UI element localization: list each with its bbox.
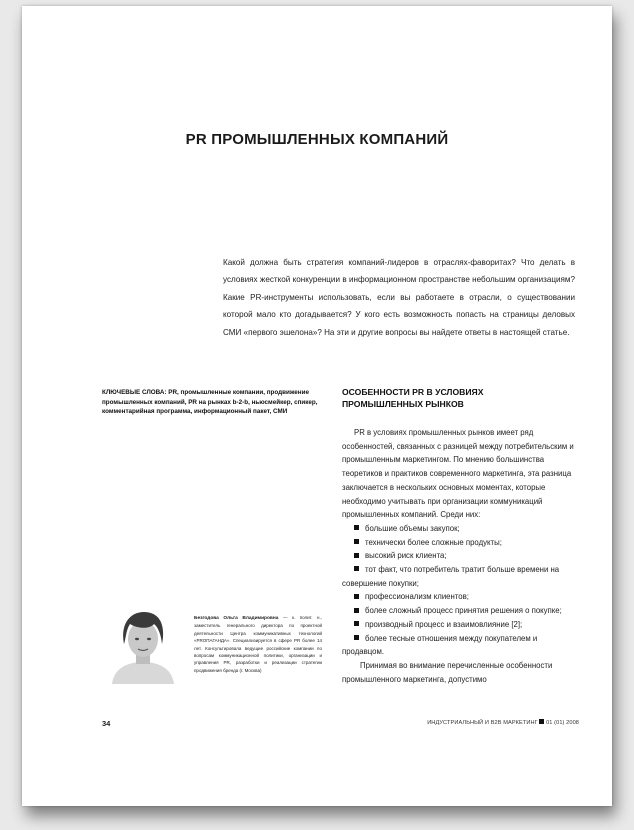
bullet-item: [342, 563, 577, 590]
square-bullet-icon: [354, 539, 359, 544]
bullet-text: высокий риск клиента;: [365, 551, 447, 561]
bullet-item: [342, 536, 577, 550]
section-intro: PR в условиях промышленных рынков имеет ряд особенностей, связанных с разницей между потребительским и промышленным маркетингом. По мнению большинства теоретиков и практиков современного маркетинга, эта разница заключается в нескольких основных моментах, которые необходимо учитывать при организации коммуникаций промышленных компаний. Среди них:: [342, 428, 574, 520]
bullet-text: технически более сложные продукты;: [365, 537, 502, 547]
bullet-item: [342, 590, 577, 604]
square-bullet-icon: [354, 525, 359, 530]
square-bullet-icon: [354, 553, 359, 558]
page-number: 34: [102, 719, 111, 728]
author-photo-image: [104, 606, 182, 684]
author-portrait: [104, 606, 182, 684]
square-bullet-icon: [354, 608, 359, 613]
bullet-text: тот факт, что потребитель тратит больше времени на совершение покупки;: [342, 565, 560, 588]
bullet-item: [342, 632, 577, 659]
square-bullet-icon: [539, 719, 544, 724]
author-bio: [194, 614, 322, 674]
body-column: [342, 426, 577, 686]
issue-number: 01 (01) 2008: [546, 720, 579, 726]
article-title: PR ПРОМЫШЛЕННЫХ КОМПАНИЙ: [185, 131, 449, 148]
square-bullet-icon: [354, 566, 359, 571]
bullet-text: профессионализм клиентов;: [365, 592, 469, 602]
square-bullet-icon: [354, 635, 359, 640]
section-heading: ОСОБЕННОСТИ PR В УСЛОВИЯХ ПРОМЫШЛЕННЫХ РЫНКОВ: [342, 387, 484, 409]
bullet-text: более сложный процесс принятия решения о покупке;: [365, 606, 562, 616]
bullet-item: [342, 549, 577, 563]
magazine-page: [22, 6, 612, 806]
section-closing: Принимая во внимание перечисленные особенности промышленного маркетинга, допустимо: [342, 660, 553, 684]
bullet-text: производный процесс и взаимовлияние [2];: [365, 619, 523, 629]
journal-name: ИНДУСТРИАЛЬНЫЙ И B2B МАРКЕТИНГ: [427, 720, 538, 726]
bullet-item: [342, 522, 577, 536]
square-bullet-icon: [354, 621, 359, 626]
bullet-text: большие объемы закупок;: [365, 523, 460, 533]
author-description: — к. полит. н., заместитель генерального директора по проектной деятельности Центра коммуникативных технологий «PROПАГАНДА». Специализируется в сфере PR более 14 лет. Консультировала ведущие российские компании по вопросам коммуникационной политики, организации и управления PR, разработки и реализации стратегии продвижения бренда (г. Москва): [194, 615, 323, 673]
square-bullet-icon: [354, 594, 359, 599]
author-name: Безгодова Ольга Владимировна: [194, 616, 279, 621]
bullet-item: [342, 604, 577, 618]
bullet-text: более тесные отношения между покупателем и продавцом.: [342, 633, 538, 657]
article-lead: Какой должна быть стратегия компаний-лидеров в отраслях-фаворитах? Что делать в условиях жесткой конкуренции в информационном пространстве небольшим организациям? Какие PR-инструменты использовать, если вы работаете в отрасли, о существовании которой мало кто догадывается? У кого есть возможность попасть на страницы деловых СМИ «первого эшелона»? На эти и другие вопросы вы найдете ответы в настоящей статье.: [223, 258, 575, 337]
running-footer: [427, 720, 579, 726]
bullet-item: [342, 618, 577, 632]
keywords-block: КЛЮЧЕВЫЕ СЛОВА: PR, промышленные компании, продвижение промышленных компаний, PR на рынках b-2-b, ньюсмейкер, спикер, комментарийная программа, информационный пакет, СМИ: [102, 389, 318, 416]
